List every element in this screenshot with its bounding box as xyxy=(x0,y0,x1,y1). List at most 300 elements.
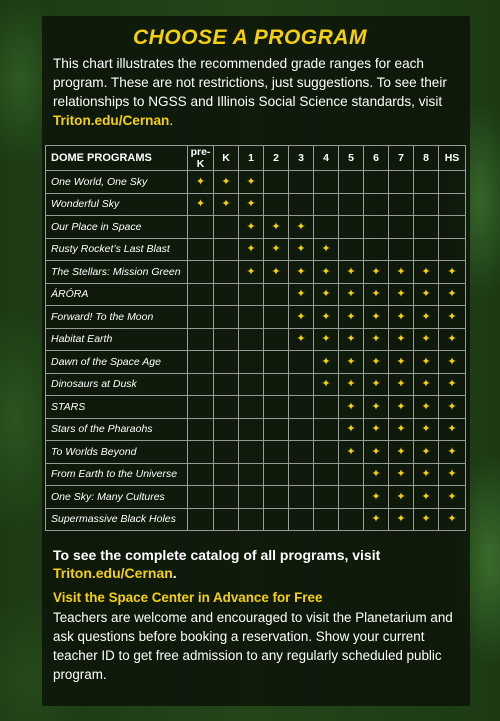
grade-cell xyxy=(439,193,466,216)
star-icon: ✦ xyxy=(346,423,356,436)
grade-cell xyxy=(214,328,239,351)
grade-cell xyxy=(339,441,364,464)
grade-cell xyxy=(188,306,214,329)
grade-cell xyxy=(339,171,364,194)
star-icon: ✦ xyxy=(396,445,406,458)
grade-header: HS xyxy=(439,146,466,171)
grade-cell xyxy=(239,328,264,351)
grade-cell xyxy=(214,238,239,261)
grade-cell xyxy=(289,463,314,486)
grade-cell xyxy=(414,396,439,419)
program-name: ÁRÓRA xyxy=(46,283,188,306)
grade-cell xyxy=(264,328,289,351)
grade-cell xyxy=(339,373,364,396)
grade-cell xyxy=(414,171,439,194)
grade-cell xyxy=(239,171,264,194)
grade-cell xyxy=(339,216,364,239)
grade-cell xyxy=(339,396,364,419)
star-icon: ✦ xyxy=(371,355,381,368)
program-name: STARS xyxy=(46,396,188,419)
star-icon: ✦ xyxy=(371,423,381,436)
grade-cell xyxy=(289,418,314,441)
grade-cell xyxy=(314,171,339,194)
grade-cell xyxy=(414,373,439,396)
grade-cell xyxy=(339,508,364,531)
visit-body: Teachers are welcome and encouraged to visit the Planetarium and ask questions before booking a reservation. Show your current teacher ID to get free admission to any regularly scheduled public program. xyxy=(53,610,453,682)
grade-cell xyxy=(188,418,214,441)
grade-cell xyxy=(439,306,466,329)
program-column-header: DOME PROGRAMS xyxy=(46,146,188,171)
grade-cell xyxy=(239,306,264,329)
grade-cell xyxy=(339,463,364,486)
program-name: To Worlds Beyond xyxy=(46,441,188,464)
program-name: Habitat Earth xyxy=(46,328,188,351)
grade-cell xyxy=(289,193,314,216)
program-name: Wonderful Sky xyxy=(46,193,188,216)
grade-cell xyxy=(439,418,466,441)
table-row xyxy=(46,283,466,306)
star-icon: ✦ xyxy=(421,378,431,391)
grade-cell xyxy=(389,171,414,194)
grade-cell xyxy=(314,306,339,329)
grade-cell xyxy=(364,216,389,239)
star-icon: ✦ xyxy=(371,378,381,391)
grade-cell xyxy=(289,306,314,329)
grade-cell xyxy=(188,508,214,531)
grade-cell xyxy=(289,396,314,419)
grade-cell xyxy=(188,373,214,396)
grade-cell xyxy=(314,486,339,509)
grade-cell xyxy=(264,306,289,329)
grade-cell xyxy=(314,283,339,306)
star-icon: ✦ xyxy=(246,220,256,233)
grade-cell xyxy=(264,283,289,306)
star-icon: ✦ xyxy=(321,288,331,301)
grade-cell xyxy=(364,283,389,306)
star-icon: ✦ xyxy=(447,310,457,323)
grade-cell xyxy=(239,418,264,441)
program-rows xyxy=(46,171,466,531)
grade-cell xyxy=(439,216,466,239)
grade-cell xyxy=(239,463,264,486)
star-icon: ✦ xyxy=(271,243,281,256)
grade-cell xyxy=(339,238,364,261)
grade-cell xyxy=(264,171,289,194)
intro-end: . xyxy=(169,113,174,128)
star-icon: ✦ xyxy=(447,400,457,413)
grade-cell xyxy=(439,328,466,351)
star-icon: ✦ xyxy=(371,288,381,301)
grade-cell xyxy=(188,486,214,509)
grade-cell xyxy=(389,238,414,261)
grade-cell xyxy=(364,441,389,464)
star-icon: ✦ xyxy=(421,333,431,346)
grade-cell xyxy=(264,463,289,486)
star-icon: ✦ xyxy=(296,243,306,256)
grade-cell xyxy=(389,261,414,284)
grade-cell xyxy=(289,216,314,239)
grade-cell xyxy=(364,171,389,194)
star-icon: ✦ xyxy=(421,310,431,323)
star-icon: ✦ xyxy=(396,355,406,368)
table-row xyxy=(46,508,466,531)
program-name: Rusty Rocket’s Last Blast xyxy=(46,238,188,261)
grade-cell xyxy=(339,418,364,441)
grade-cell xyxy=(188,351,214,374)
grade-cell xyxy=(239,373,264,396)
catalog-end: . xyxy=(172,565,177,581)
grade-cell xyxy=(289,351,314,374)
grade-cell xyxy=(239,441,264,464)
grade-cell xyxy=(239,508,264,531)
star-icon: ✦ xyxy=(346,310,356,323)
grade-cell xyxy=(239,396,264,419)
page-title: CHOOSE A PROGRAM xyxy=(133,26,367,49)
grade-cell xyxy=(364,418,389,441)
grade-cell xyxy=(439,351,466,374)
grade-cell xyxy=(364,396,389,419)
star-icon: ✦ xyxy=(321,355,331,368)
grade-cell xyxy=(214,283,239,306)
star-icon: ✦ xyxy=(296,220,306,233)
grade-cell xyxy=(389,508,414,531)
star-icon: ✦ xyxy=(221,175,231,188)
grade-cell xyxy=(214,216,239,239)
grade-cell xyxy=(214,351,239,374)
grade-cell xyxy=(364,463,389,486)
program-name: Stars of the Pharaohs xyxy=(46,418,188,441)
grade-cell xyxy=(339,328,364,351)
grade-cell xyxy=(239,283,264,306)
grade-cell xyxy=(339,283,364,306)
grade-cell xyxy=(314,216,339,239)
grade-cell xyxy=(314,328,339,351)
star-icon: ✦ xyxy=(421,400,431,413)
table-row xyxy=(46,216,466,239)
grade-cell xyxy=(339,306,364,329)
grade-cell xyxy=(214,441,239,464)
star-icon: ✦ xyxy=(296,288,306,301)
grade-cell xyxy=(439,486,466,509)
star-icon: ✦ xyxy=(447,288,457,301)
grade-cell xyxy=(414,193,439,216)
intro-paragraph xyxy=(53,54,468,130)
grade-cell xyxy=(264,193,289,216)
star-icon: ✦ xyxy=(246,198,256,211)
grade-cell xyxy=(188,328,214,351)
grade-cell xyxy=(264,373,289,396)
star-icon: ✦ xyxy=(421,288,431,301)
grade-cell xyxy=(389,193,414,216)
grade-header: 4 xyxy=(314,146,339,171)
grade-cell xyxy=(264,396,289,419)
star-icon: ✦ xyxy=(296,333,306,346)
grade-cell xyxy=(414,306,439,329)
grade-cell xyxy=(264,486,289,509)
grade-cell xyxy=(389,486,414,509)
grade-cell xyxy=(264,261,289,284)
grade-cell xyxy=(314,396,339,419)
star-icon: ✦ xyxy=(447,378,457,391)
grade-cell xyxy=(289,508,314,531)
star-icon: ✦ xyxy=(296,265,306,278)
star-icon: ✦ xyxy=(396,513,406,526)
star-icon: ✦ xyxy=(321,265,331,278)
star-icon: ✦ xyxy=(371,490,381,503)
program-name: The Stellars: Mission Green xyxy=(46,261,188,284)
grade-cell xyxy=(439,441,466,464)
grade-cell xyxy=(289,486,314,509)
table-row xyxy=(46,328,466,351)
grade-cell xyxy=(389,351,414,374)
grade-cell xyxy=(414,463,439,486)
grade-header: 6 xyxy=(364,146,389,171)
grade-cell xyxy=(339,351,364,374)
grade-cell xyxy=(214,418,239,441)
star-icon: ✦ xyxy=(421,513,431,526)
star-icon: ✦ xyxy=(321,378,331,391)
grade-cell xyxy=(239,216,264,239)
star-icon: ✦ xyxy=(421,355,431,368)
program-name: One Sky: Many Cultures xyxy=(46,486,188,509)
grade-cell xyxy=(389,418,414,441)
grade-cell xyxy=(414,418,439,441)
grade-cell xyxy=(439,396,466,419)
grade-cell xyxy=(314,351,339,374)
grade-cell xyxy=(314,261,339,284)
star-icon: ✦ xyxy=(296,310,306,323)
star-icon: ✦ xyxy=(371,333,381,346)
table-row xyxy=(46,486,466,509)
grade-cell xyxy=(389,396,414,419)
grade-cell xyxy=(439,508,466,531)
program-name: Our Place in Space xyxy=(46,216,188,239)
star-icon: ✦ xyxy=(195,198,206,211)
grade-header: 3 xyxy=(289,146,314,171)
intro-link[interactable]: Triton.edu/Cernan xyxy=(53,113,170,128)
grade-cell xyxy=(439,283,466,306)
grade-header: 2 xyxy=(264,146,289,171)
grade-cell xyxy=(214,486,239,509)
star-icon: ✦ xyxy=(421,445,431,458)
grade-cell xyxy=(239,486,264,509)
grade-cell xyxy=(439,373,466,396)
star-icon: ✦ xyxy=(346,355,356,368)
grade-cell xyxy=(439,171,466,194)
grade-cell xyxy=(414,508,439,531)
table-row xyxy=(46,373,466,396)
grade-cell xyxy=(364,193,389,216)
grade-cell xyxy=(414,261,439,284)
grade-cell xyxy=(214,463,239,486)
grade-cell xyxy=(188,171,214,194)
grade-cell xyxy=(264,418,289,441)
catalog-text: To see the complete catalog of all programs, visit xyxy=(53,547,381,563)
grade-cell xyxy=(389,441,414,464)
star-icon: ✦ xyxy=(421,265,431,278)
grade-cell xyxy=(289,328,314,351)
star-icon: ✦ xyxy=(396,490,406,503)
grade-header: 1 xyxy=(239,146,264,171)
grade-cell xyxy=(289,283,314,306)
star-icon: ✦ xyxy=(421,490,431,503)
star-icon: ✦ xyxy=(246,175,256,188)
grade-cell xyxy=(214,508,239,531)
star-icon: ✦ xyxy=(396,400,406,413)
star-icon: ✦ xyxy=(321,310,331,323)
table-header-row xyxy=(46,146,466,171)
star-icon: ✦ xyxy=(396,310,406,323)
grade-header: 7 xyxy=(389,146,414,171)
star-icon: ✦ xyxy=(421,423,431,436)
star-icon: ✦ xyxy=(396,265,406,278)
star-icon: ✦ xyxy=(346,445,356,458)
grade-cell xyxy=(389,463,414,486)
program-name: Dinosaurs at Dusk xyxy=(46,373,188,396)
star-icon: ✦ xyxy=(371,468,381,481)
grade-cell xyxy=(188,261,214,284)
star-icon: ✦ xyxy=(321,243,331,256)
grade-cell xyxy=(264,238,289,261)
star-icon: ✦ xyxy=(447,445,457,458)
grade-cell xyxy=(239,238,264,261)
table-row xyxy=(46,396,466,419)
star-icon: ✦ xyxy=(447,513,457,526)
grade-cell xyxy=(239,261,264,284)
grade-cell xyxy=(414,351,439,374)
star-icon: ✦ xyxy=(271,265,281,278)
grade-cell xyxy=(339,193,364,216)
star-icon: ✦ xyxy=(396,468,406,481)
grade-header: pre-K xyxy=(188,146,214,171)
grade-cell xyxy=(289,238,314,261)
star-icon: ✦ xyxy=(396,378,406,391)
grade-cell xyxy=(214,171,239,194)
grade-cell xyxy=(389,283,414,306)
grade-cell xyxy=(314,418,339,441)
star-icon: ✦ xyxy=(346,288,356,301)
grade-cell xyxy=(188,216,214,239)
grade-cell xyxy=(414,328,439,351)
program-name: One World, One Sky xyxy=(46,171,188,194)
grade-cell xyxy=(414,486,439,509)
table-row xyxy=(46,418,466,441)
grade-cell xyxy=(314,508,339,531)
grade-cell xyxy=(188,283,214,306)
star-icon: ✦ xyxy=(371,310,381,323)
table-row xyxy=(46,171,466,194)
grade-cell xyxy=(188,396,214,419)
program-name: Dawn of the Space Age xyxy=(46,351,188,374)
grade-cell xyxy=(339,261,364,284)
star-icon: ✦ xyxy=(371,445,381,458)
grade-cell xyxy=(264,508,289,531)
intro-text: This chart illustrates the recommended grade ranges for each program. These are not restrictions, just suggestions. To see their relationships to NGSS and Illinois Social Science standards, visit xyxy=(53,56,447,109)
grade-cell xyxy=(389,306,414,329)
grade-header: 8 xyxy=(414,146,439,171)
star-icon: ✦ xyxy=(346,378,356,391)
grade-cell xyxy=(214,373,239,396)
table-row xyxy=(46,306,466,329)
grade-cell xyxy=(188,463,214,486)
star-icon: ✦ xyxy=(447,333,457,346)
grade-cell xyxy=(339,486,364,509)
grade-cell xyxy=(414,283,439,306)
star-icon: ✦ xyxy=(246,243,256,256)
star-icon: ✦ xyxy=(447,265,457,278)
star-icon: ✦ xyxy=(371,265,381,278)
grade-cell xyxy=(414,238,439,261)
grade-cell xyxy=(364,238,389,261)
grade-cell xyxy=(439,261,466,284)
star-icon: ✦ xyxy=(321,333,331,346)
grade-cell xyxy=(439,463,466,486)
grade-cell xyxy=(364,508,389,531)
star-icon: ✦ xyxy=(346,400,356,413)
star-icon: ✦ xyxy=(396,423,406,436)
star-icon: ✦ xyxy=(271,220,281,233)
star-icon: ✦ xyxy=(346,265,356,278)
grade-cell xyxy=(264,441,289,464)
grade-cell xyxy=(289,373,314,396)
table-row xyxy=(46,441,466,464)
star-icon: ✦ xyxy=(371,400,381,413)
grade-cell xyxy=(414,441,439,464)
grade-cell xyxy=(214,396,239,419)
grade-cell xyxy=(389,216,414,239)
grade-cell xyxy=(264,216,289,239)
star-icon: ✦ xyxy=(195,175,206,188)
grade-cell xyxy=(264,351,289,374)
visit-heading: Visit the Space Center in Advance for Free xyxy=(53,590,323,605)
star-icon: ✦ xyxy=(246,265,256,278)
grade-cell xyxy=(188,193,214,216)
grade-cell xyxy=(364,261,389,284)
grade-cell xyxy=(314,441,339,464)
grade-cell xyxy=(364,306,389,329)
star-icon: ✦ xyxy=(396,288,406,301)
grade-cell xyxy=(289,171,314,194)
star-icon: ✦ xyxy=(447,468,457,481)
table-row xyxy=(46,261,466,284)
grade-cell xyxy=(364,373,389,396)
catalog-link[interactable]: Triton.edu/Cernan xyxy=(53,565,173,581)
table-row xyxy=(46,238,466,261)
program-name: Supermassive Black Holes xyxy=(46,508,188,531)
grade-cell xyxy=(364,328,389,351)
grade-cell xyxy=(364,486,389,509)
star-icon: ✦ xyxy=(447,355,457,368)
grade-cell xyxy=(188,238,214,261)
program-name: From Earth to the Universe xyxy=(46,463,188,486)
grade-cell xyxy=(364,351,389,374)
grade-cell xyxy=(414,216,439,239)
grade-header: K xyxy=(214,146,239,171)
program-grade-table xyxy=(45,145,466,531)
grade-cell xyxy=(314,373,339,396)
star-icon: ✦ xyxy=(447,423,457,436)
star-icon: ✦ xyxy=(221,198,231,211)
star-icon: ✦ xyxy=(396,333,406,346)
program-name: Forward! To the Moon xyxy=(46,306,188,329)
star-icon: ✦ xyxy=(346,333,356,346)
table-row xyxy=(46,463,466,486)
grade-cell xyxy=(214,306,239,329)
grade-cell xyxy=(314,193,339,216)
grade-cell xyxy=(314,238,339,261)
star-icon: ✦ xyxy=(371,513,381,526)
catalog-note xyxy=(53,546,468,582)
